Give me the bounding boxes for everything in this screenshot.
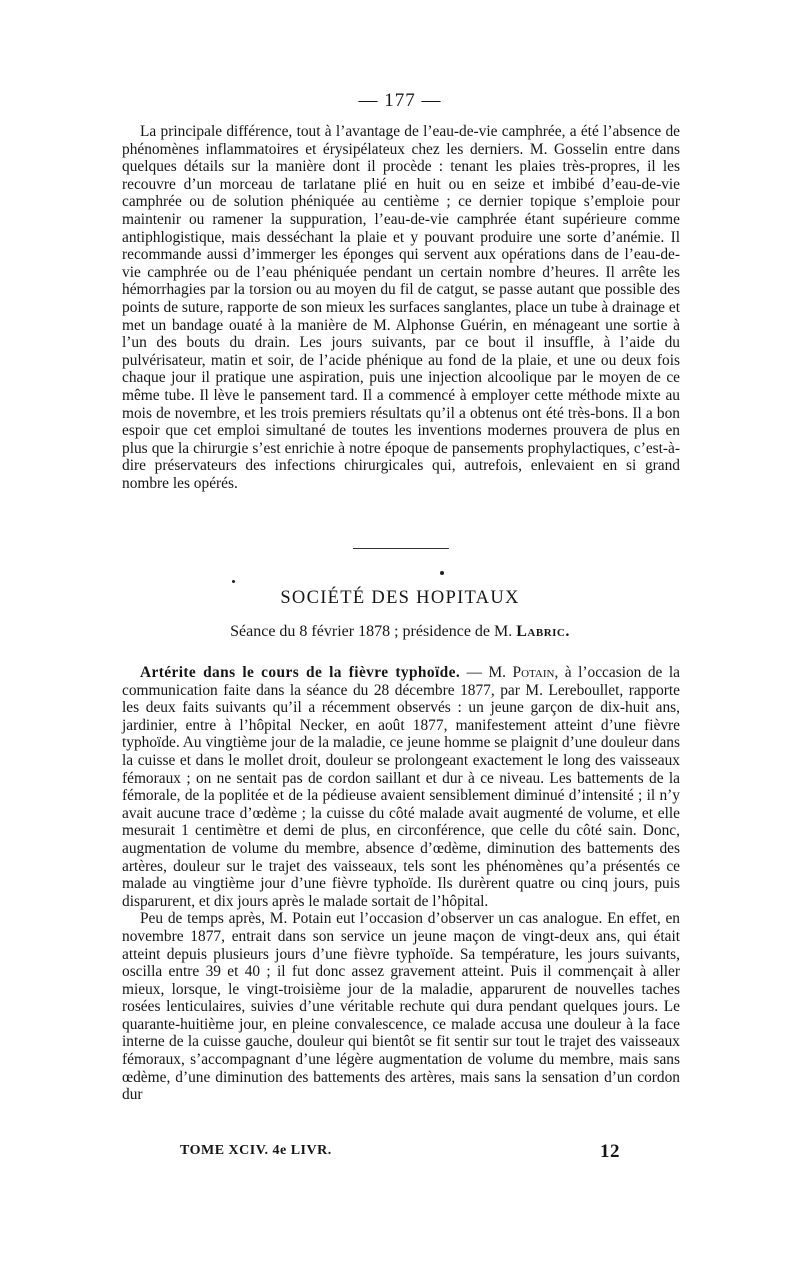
article-heading: Artérite dans le cours de la fièvre typhoïde.: [140, 664, 461, 681]
article-paragraph-1-text: , à l’occasion de la communication faite dans la séance du 28 décembre 1877, par M. Lereboullet, rapporte les deux faits suivants qu’il a récemment observés : un jeune garçon de dix-huit ans, jardinier, entre à l’hôpital Necker, en août 1877, manifestement atteint d’une fièvre typhoïde. Au vingtième jour de la maladie, ce jeune homme se plaignit d’une douleur dans la cuisse et dans le mollet droit, douleur se prolongeant exactement le long des vaisseaux fémoraux ; on ne sentait pas de cordon saillant et dur à ce niveau. Les battements de la fémorale, de la poplitée et de la pédieuse avaient sensiblement diminué d’intensité ; il n’y avait aucune trace d’œdème ; la cuisse du côté malade avait augmenté de volume, et elle mesurait 1 centimètre et demi de plus, en circonférence, que celle du côté sain. Donc, augmentation de volume du membre, absence d’œdème, diminution des battements des artères, douleur sur le trajet des vaisseaux, tels sont les phénomènes qu’a présentés ce malade au vingtième jour d’une fièvre typhoïde. Ils durèrent quatre ou cinq jours, puis disparurent, et dix jours après le malade sortait de l’hôpital.: [122, 664, 680, 910]
section-title: SOCIÉTÉ DES HOPITAUX: [280, 588, 520, 608]
article-block: [122, 664, 680, 1104]
print-speck: [440, 571, 444, 575]
print-speck: [232, 580, 235, 583]
page-footer: [180, 1141, 620, 1162]
footer-volume: TOME XCIV. 4e LIVR.: [180, 1143, 332, 1158]
session-line: [0, 623, 800, 641]
top-paragraph: La principale différence, tout à l’avantage de l’eau-de-vie camphrée, a été l’absence de phénomènes inflammatoires et érysipélateux chez les derniers. M. Gosselin entre dans quelques détails sur la manière dont il procède : tenant les plaies très-propres, il les recouvre d’un morceau de tarlatane plié en huit ou en seize et imbibé d’eau-de-vie camphrée ou de solution phéniquée au centième ; ce dernier topique s’emploie pour maintenir ou ramener la suppuration, l’eau-de-vie camphrée étant supérieure comme antiphlogistique, mais desséchant la plaie et y pouvant produire une sorte d’anémie. Il recommande aussi d’immerger les éponges qui servent aux opérations dans de l’eau-de-vie camphrée ou de l’eau phéniquée pendant un certain nombre d’heures. Il arrête les hémorrhagies par la torsion ou au moyen du fil de catgut, se passe autant que possible des points de suture, rapporte de son mieux les surfaces sanglantes, place un tube à drainage et met un bandage ouaté à la manière de M. Alphonse Guérin, en ménageant une sortie à l’un des bouts du drain. Les jours suivants, par ce bout il insuffle, à l’aide du pulvérisateur, matin et soir, de l’acide phénique au fond de la plaie, et une ou deux fois chaque jour il pratique une aspiration, puis une injection alcoolique par le moyen de ce même tube. Il lève le pansement tard. Il a commencé à employer cette méthode mixte au mois de novembre, et les trois premiers résultats qu’il a obtenus ont été très-bons. Il a bon espoir que cet emploi simultané de toutes les inventions modernes prouvera de plus en plus que la chirurgie s’est enrichie à notre époque de pansements prophylactiques, c’est-à-dire préservateurs des infections chirurgicales qui, autrefois, enlevaient en si grand nombre les opérés.: [122, 123, 680, 492]
session-president: Labric.: [516, 623, 570, 640]
top-paragraph-block: [122, 123, 680, 492]
section-divider: [353, 548, 449, 549]
footer-signature-number: 12: [600, 1141, 620, 1162]
session-text: Séance du 8 février 1878 ; présidence de M.: [230, 623, 513, 640]
article-paragraph-1: [122, 664, 680, 910]
article-paragraph-2: Peu de temps après, M. Potain eut l’occasion d’observer un cas analogue. En effet, en novembre 1877, entrait dans son service un jeune maçon de vingt-deux ans, qui était atteint depuis plusieurs jours d’une fièvre typhoïde. Sa température, les jours suivants, oscilla entre 39 et 40 ; il fut donc assez gravement atteint. Puis il commençait à aller mieux, lorsque, le vingt-troisième jour de la maladie, apparurent de nouvelles taches rosées lenticulaires, suivies d’une véritable rechute qui dura pendant quelques jours. Le quarante-huitième jour, en pleine convalescence, ce malade accusa une douleur à la face interne de la cuisse gauche, douleur qui bientôt se fit sentir sur tout le trajet des vaisseaux fémoraux, s’accompagnant d’une légère augmentation de volume du membre, mais sans œdème, d’une diminution des battements des artères, mais sans la sensation d’un cordon dur: [122, 910, 680, 1104]
article-dash: — M.: [460, 664, 513, 681]
page-number: — 177 —: [358, 90, 442, 111]
article-speaker: Potain: [512, 664, 555, 681]
